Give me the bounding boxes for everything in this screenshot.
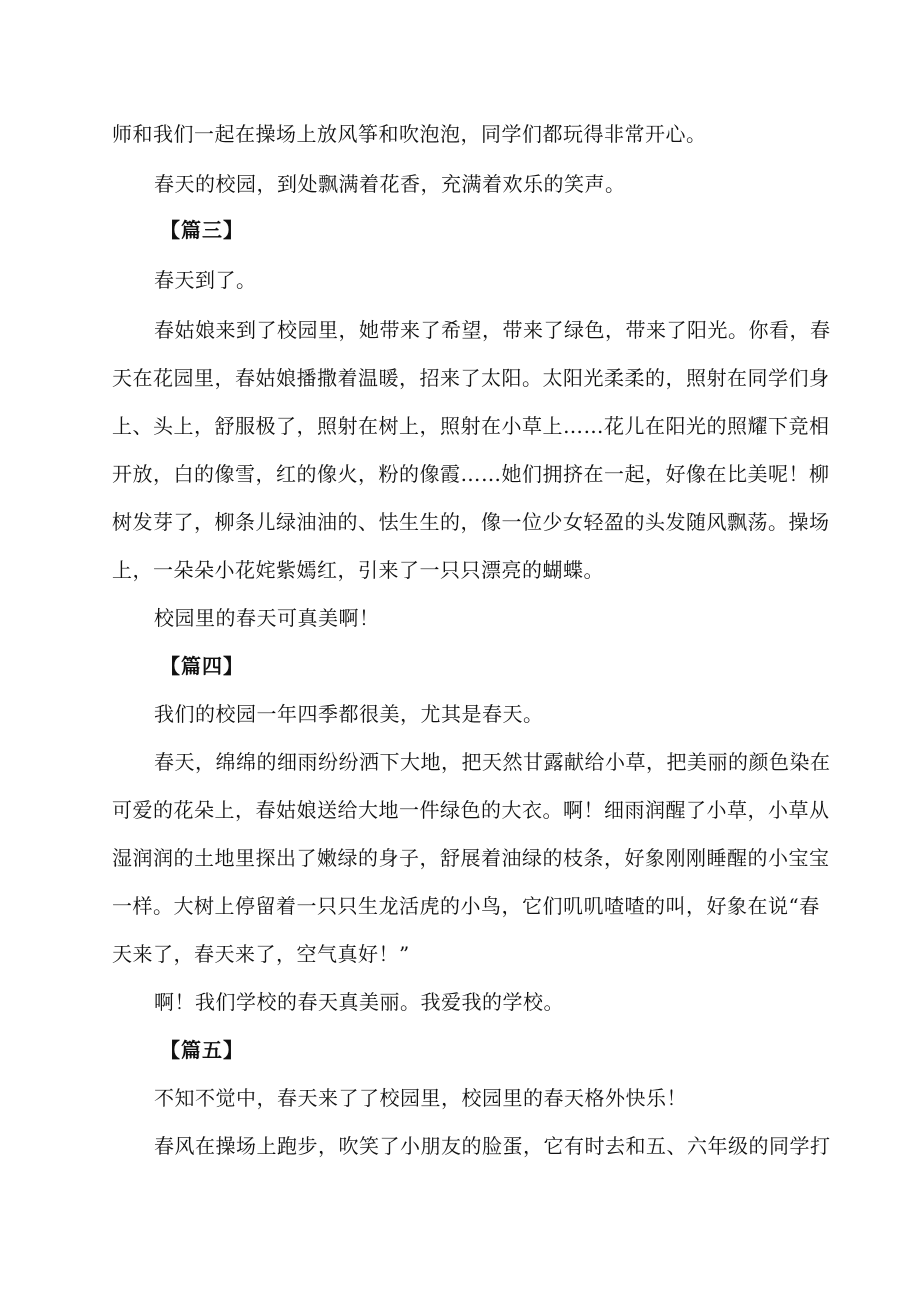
- paragraph-line: 可爱的花朵上，春姑娘送给大地一件绿色的大衣。啊！细雨润醒了小草，小草从: [112, 798, 830, 822]
- paragraph-line: 啊！我们学校的春天真美丽。我爱我的学校。: [154, 990, 564, 1014]
- paragraph-line: 春天，绵绵的细雨纷纷洒下大地，把天然甘露献给小草，把美丽的颜色染在: [154, 750, 831, 774]
- paragraph-line: 湿润润的土地里探出了嫩绿的身子，舒展着油绿的枝条，好象刚刚睡醒的小宝宝: [112, 846, 830, 870]
- paragraph-line: 一样。大树上停留着一只只生龙活虎的小鸟，它们叽叽喳喳的叫，好象在说“春: [112, 894, 820, 918]
- paragraph-line: 我们的校园一年四季都很美，尤其是春天。: [154, 702, 544, 726]
- paragraph-line: 校园里的春天可真美啊！: [154, 606, 380, 630]
- section-heading-4: 【篇四】: [160, 654, 244, 678]
- paragraph-line: 开放，白的像雪，红的像火，粉的像霞……她们拥挤在一起，好像在比美呢！柳: [112, 462, 830, 486]
- section-heading-5: 【篇五】: [160, 1038, 244, 1062]
- paragraph-line: 师和我们一起在操场上放风筝和吹泡泡，同学们都玩得非常开心。: [112, 122, 707, 146]
- paragraph-line: 不知不觉中，春天来了了校园里，校园里的春天格外快乐！: [154, 1086, 687, 1110]
- paragraph-line: 春天到了。: [154, 268, 257, 292]
- paragraph-line: 天在花园里，春姑娘播撒着温暖，招来了太阳。太阳光柔柔的，照射在同学们身: [112, 366, 830, 390]
- paragraph-line: 春风在操场上跑步，吹笑了小朋友的脸蛋，它有时去和五、六年级的同学打: [154, 1134, 831, 1158]
- paragraph-line: 上，一朵朵小花姹紫嫣红，引来了一只只漂亮的蝴蝶。: [112, 558, 604, 582]
- paragraph-line: 树发芽了，柳条儿绿油油的、怯生生的，像一位少女轻盈的头发随风飘荡。操场: [112, 510, 830, 534]
- section-heading-3: 【篇三】: [160, 218, 244, 242]
- paragraph-line: 上、头上，舒服极了，照射在树上，照射在小草上……花儿在阳光的照耀下竞相: [112, 414, 830, 438]
- paragraph-line: 春天的校园，到处飘满着花香，充满着欢乐的笑声。: [154, 172, 626, 196]
- paragraph-line: 天来了，春天来了，空气真好！”: [112, 942, 410, 966]
- paragraph-line: 春姑娘来到了校园里，她带来了希望，带来了绿色，带来了阳光。你看，春: [154, 318, 831, 342]
